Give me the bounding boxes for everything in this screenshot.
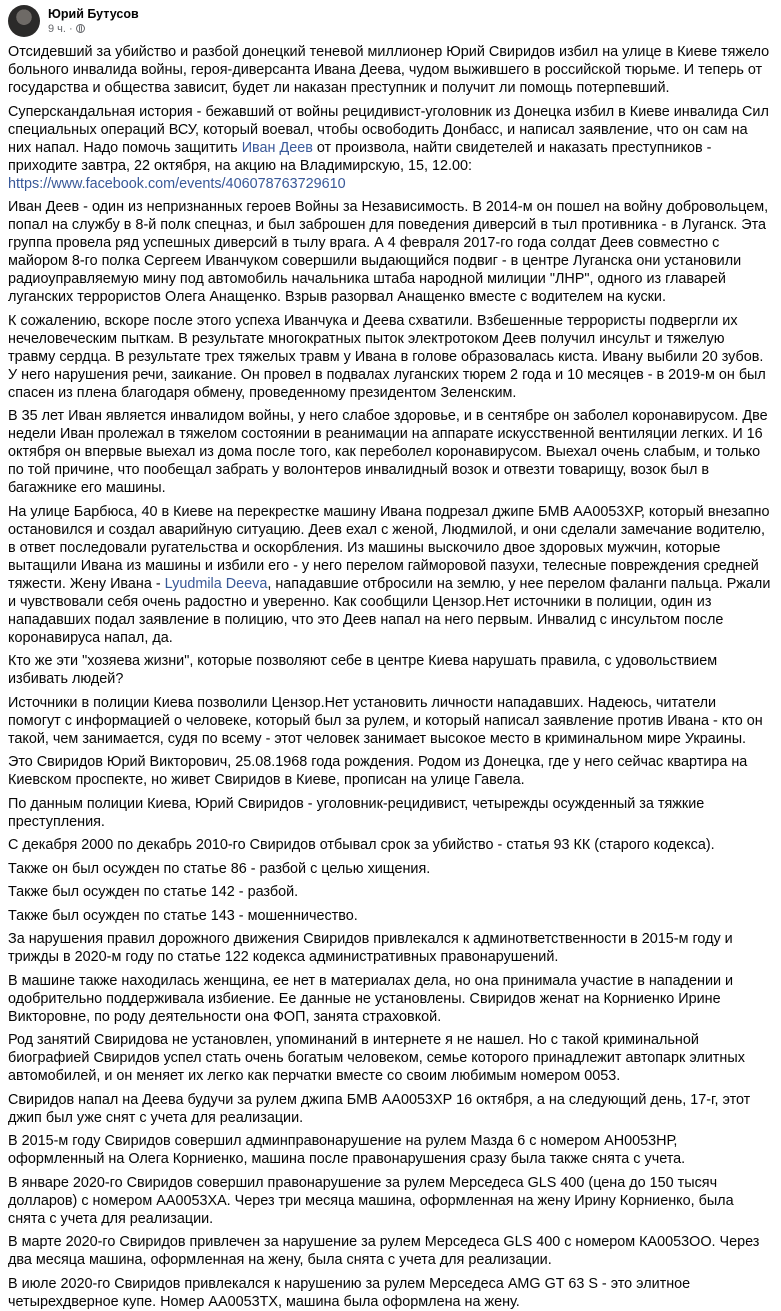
- post-text: Род занятий Свиридова не установлен, упоминаний в интернете я не нашел. Но с такой криминальной биографией Свиридов успел стать очень богатым человеком, семье которого принадлежит автопарк элитных автомобилей, и он меняет их легко как перчатки вместе со своим любимым номером 0053.: [8, 1032, 745, 1084]
- post-paragraph: [8, 652, 771, 688]
- post-paragraph: [8, 972, 771, 1026]
- post-link[interactable]: https://www.facebook.com/events/406078763729610: [8, 175, 346, 192]
- post-body: [8, 43, 771, 1311]
- author-name[interactable]: Юрий Бутусов: [48, 6, 139, 21]
- post-text: За нарушения правил дорожного движения Свиридов привлекался к админответственности в 2015-м году и трижды в 2020-м году по статье 122 кодекса административных правонарушений.: [8, 931, 733, 965]
- post-meta: [48, 7, 139, 36]
- avatar[interactable]: [8, 5, 40, 37]
- post-text: Также был осужден по статье 143 - мошенничество.: [8, 907, 358, 924]
- post-paragraph: [8, 1031, 771, 1085]
- post-paragraph: [8, 1174, 771, 1228]
- post-text: Также был осужден по статье 142 - разбой.: [8, 884, 299, 900]
- post-text: В марте 2020-го Свиридов привлечен за нарушение за рулем Мерседеса GLS 400 с номером КА0053ОО. Через два месяца машина, оформленная на жену, была снята с учета для реализации.: [8, 1234, 760, 1268]
- post-paragraph: [8, 795, 771, 831]
- separator-dot: ·: [68, 22, 73, 35]
- post-link[interactable]: Иван Деев: [241, 139, 313, 156]
- post-paragraph: [8, 1233, 771, 1269]
- post-paragraph: [8, 198, 771, 306]
- post-paragraph: [8, 860, 771, 878]
- post-text: , нападавшие отбросили на землю, у нее перелом фаланги пальца. Ржали и чувствовали себя очень радостно и уверенно. Как сообщили Цензор.Нет источники в полиции, один из нападавших подал заявление в полицию, что это Деев напал на него первым. Инвалид с инсультом после коронавируса напал, да.: [8, 575, 771, 646]
- post-paragraph: [8, 1091, 771, 1127]
- post-text: В январе 2020-го Свиридов совершил правонарушение за рулем Мерседеса GLS 400 (цена до 150 тысяч долларов) с номером АА0053ХА. Через три месяца машина, оформленная на жену Ирину Корниенко, была снята с учета для реализации.: [8, 1174, 734, 1227]
- post-text: По данным полиции Киева, Юрий Свиридов - уголовник-рецидивист, четырежды осужденный за тяжкие преступления.: [8, 795, 705, 830]
- globe-icon[interactable]: [76, 24, 85, 33]
- post-paragraph: [8, 694, 771, 748]
- post-paragraph: [8, 836, 771, 854]
- post-paragraph: [8, 883, 771, 901]
- post-text: Также он был осужден по статье 86 - разбой с целью хищения.: [8, 860, 431, 877]
- post-text: В 2015-м году Свиридов совершил админправонарушение на рулем Мазда 6 с номером АН0053НР, оформленный на Олега Корниенко, машина после правонарушения сразу была также снята с учета.: [8, 1133, 686, 1167]
- post-timestamp[interactable]: [48, 22, 85, 36]
- post-text: В 35 лет Иван является инвалидом войны, у него слабое здоровье, и в сентябре он заболел коронавирусом. Две недели Иван пролежал в тяжелом состоянии в реанимации на аппарате искусственной вентиляции легких. И 16 октября он впервые выехал из дома после того, как переболел коронавирусом. Выехал очень слабым, и только по той причине, что пообещал забрать у волонтеров инвалидный возок и отвезти товарищу, возок был в багажнике его машины.: [8, 408, 768, 496]
- post-paragraph: [8, 407, 771, 497]
- post-paragraph: [8, 103, 771, 193]
- post-paragraph: [8, 753, 771, 789]
- post-text: Свиридов напал на Деева будучи за рулем джипа БМВ АА0053ХР 16 октября, а на следующий день, 17-г, этот джип был уже снят с учета для реализации.: [8, 1091, 751, 1126]
- post-text: Суперскандальная история - бежавший от войны рецидивист-уголовник из Донецка избил в Киеве инвалида Сил специальных операций ВСУ, который воевал, чтобы освободить Донбасс, и написал заявление, что он сам на них напал. Надо помочь защитить: [8, 103, 769, 156]
- post-text: от произвола, найти свидетелей и наказать преступников - приходите завтра, 22 октября, на акцию на Владимирскую, 15, 12.00:: [8, 139, 712, 174]
- post-paragraph: [8, 907, 771, 925]
- post-text: С декабря 2000 по декабрь 2010-го Свиридов отбывал срок за убийство - статья 93 КК (старого кодекса).: [8, 837, 715, 853]
- post-link[interactable]: Lyudmila Deeva: [164, 575, 268, 592]
- post-text: На улице Барбюса, 40 в Киеве на перекрестке машину Ивана подрезал джипе БМВ АА0053ХР, который внезапно остановился и создал аварийную ситуацию. Деев ехал с женой, Людмилой, и они сделали замечание водителю, в ответ последовали ругательства и оскорбления. Из машины выскочило двое здоровых мужчин, которые вытащили Ивана из машины и избили его - у него перелом гайморовой пазухи, телесные повреждения средней тяжести. Жену Ивана -: [8, 503, 770, 592]
- post-time[interactable]: 9 ч.: [48, 22, 66, 35]
- post-paragraph: [8, 930, 771, 966]
- post-paragraph: [8, 43, 771, 97]
- post-paragraph: [8, 1275, 771, 1311]
- post-header: [8, 0, 771, 40]
- post-text: К сожалению, вскоре после этого успеха Иванчука и Деева схватили. Взбешенные террористы подвергли их нечеловеческим пыткам. В результате многократных пыток электротоком Деев получил инсульт и тяжелую травму сердца. В результате трех тяжелых травм у Ивана в голове образовалась киста. Ивану выбили 20 зубов. У него нарушения речи, заикание. Он провел в подвалах луганских тюрем 2 года и 10 месяцев - в 2019-м он был спасен из плена благодаря обмену, проведенному президентом Зеленским.: [8, 312, 766, 401]
- post-text: Кто же эти "хозяева жизни", которые позволяют себе в центре Киева нарушать правила, с удовольствием избивать людей?: [8, 653, 718, 687]
- post-paragraph: [8, 1132, 771, 1168]
- post-text: Это Свиридов Юрий Викторович, 25.08.1968 года рождения. Родом из Донецка, где у него сейчас квартира на Киевском проспекте, но живет Свиридов в Киеве, прописан на улице Гавела.: [8, 754, 748, 788]
- post-text: В машине также находилась женщина, ее нет в материалах дела, но она принимала участие в нападении и одобрительно поддерживала избиение. Ее данные не установлены. Свиридов женат на Корниенко Ирине Викторовне, по роду деятельности она ФОП, занята страховкой.: [8, 972, 734, 1025]
- post-paragraph: [8, 312, 771, 402]
- post-text: Источники в полиции Киева позволили Цензор.Нет установить личности нападавших. Надеюсь, читатели помогут с информацией о человеке, который был за рулем, и который написал заявление против Ивана - кто он такой, чем занимается, судя по всему - этот человек занимает высокое место в криминальном мире Украины.: [8, 694, 763, 747]
- post-text: В июле 2020-го Свиридов привлекался к нарушению за рулем Мерседеса AMG GT 63 S - это элитное четырехдверное купе. Номер АА0053ТХ, машина была оформлена на жену.: [8, 1275, 691, 1310]
- post-text: Иван Деев - один из непризнанных героев Войны за Независимость. В 2014-м он пошел на войну добровольцем, попал на службу в 8-й полк спецназ, и был заброшен для поведения диверсий в тыл противника - в Луганск. Эта группа провела ряд успешных диверсий в тылу врага. А 4 февраля 2017-го года солдат Деев совместно с майором 8-го полка Сергеем Иванчуком совершили выдающийся подвиг - в центре Луганска они установили радиоуправляемую мину под автомобиль начальника штаба народной милиции "ЛНР", одного из главарей луганских террористов Олега Анащенко. Взрыв разорвал Анащенко вместе с водителем на куски.: [8, 199, 769, 305]
- post-paragraph: [8, 503, 771, 647]
- post-text: Отсидевший за убийство и разбой донецкий теневой миллионер Юрий Свиридов избил на улице в Киеве тяжело больного инвалида войны, героя-диверсанта Ивана Деева, чудом выжившего в российской тюрьме. И теперь от государства и общества зависит, будет ли наказан преступник и получит ли помощь потерпевший.: [8, 44, 770, 96]
